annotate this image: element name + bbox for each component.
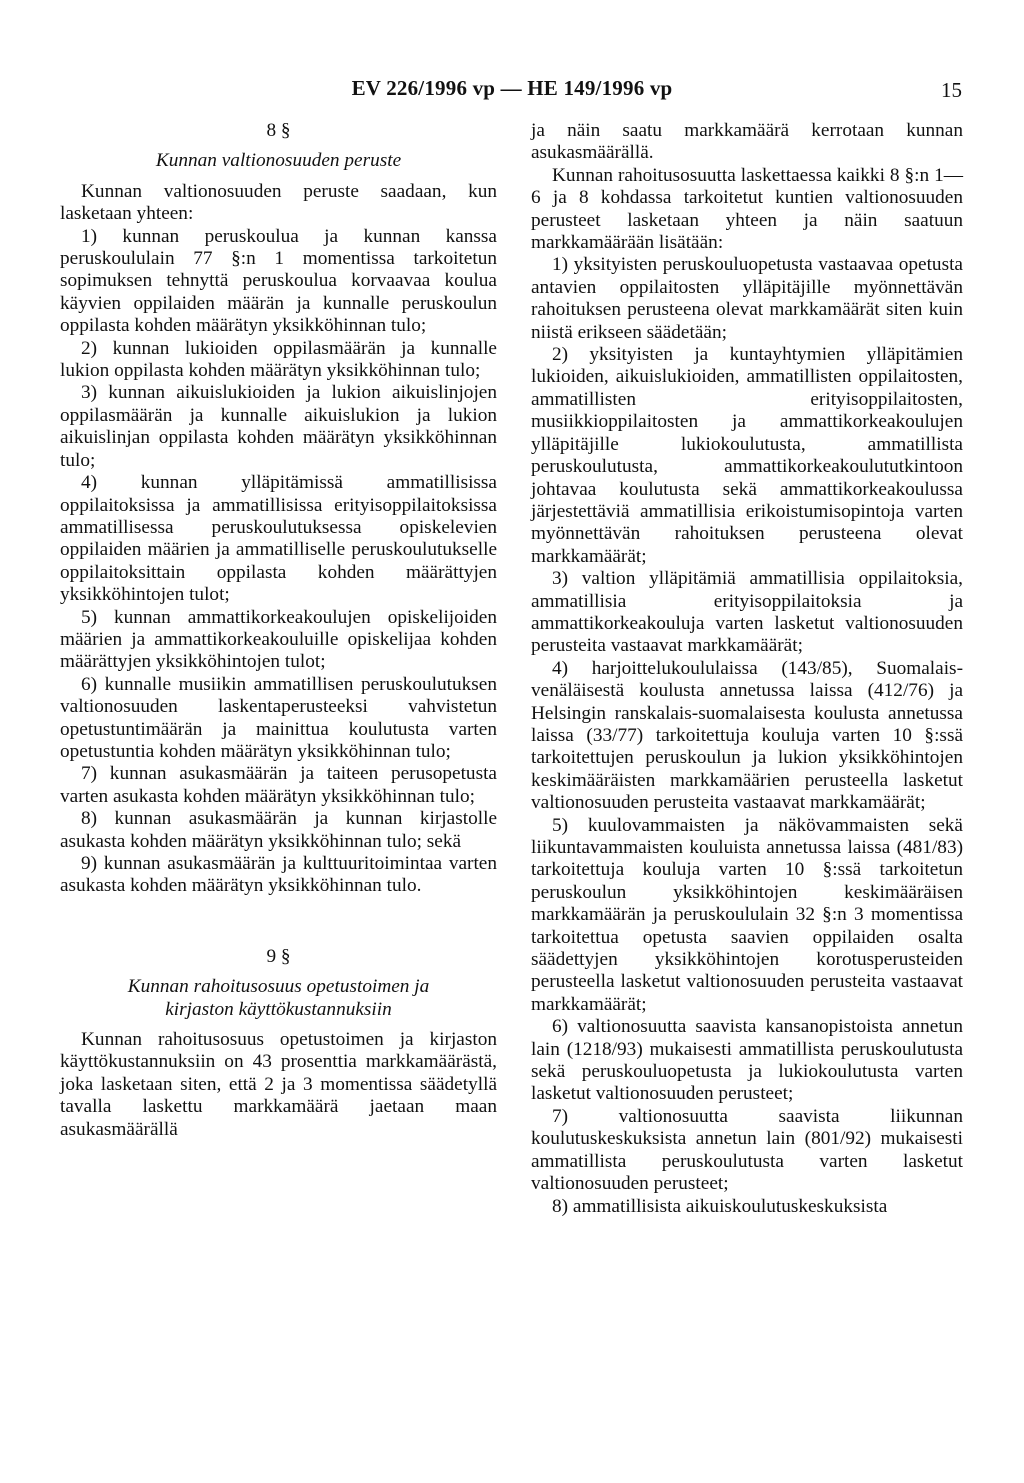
section-9-title (60, 976, 497, 1021)
right-item: 7) valtionosuutta saavista liikunnan koulutuskeskuksista annetun lain (801/92) mukaisesti ammatillista peruskoulutusta varten lasketut valtionosuuden perusteet; (531, 1105, 963, 1195)
section-8-item: 6) kunnalle musiikin ammatillisen peruskoulutuksen valtionosuuden laskentaperusteeksi vahvistetun opetustuntimäärän ja mainittua koulutusta varten opetustuntia kohden määrätyn yksikköhinnan tulo; (60, 673, 497, 762)
right-column (531, 120, 963, 1218)
right-item: 1) yksityisten peruskouluopetusta vastaavaa opetusta antavien oppilaitosten ylläpitäjille myönnettävän rahoituksen perusteena olevat markkamäärät siten kuin niistä erikseen säädetään; (531, 254, 963, 343)
section-8-item: 1) kunnan peruskoulua ja kunnan kanssa peruskoululain 77 §:n 1 momentissa tarkoitetun sopimuksen tehnyttä peruskoulua korvaavaa koulua käyvien oppilaiden määrän ja kunnalle peruskoulun oppilasta kohden määrätyn yksikköhinnan tulo; (60, 225, 497, 337)
section-8-item: 8) kunnan asukasmäärän ja kunnan kirjastolle asukasta kohden määrätyn yksikköhinnan tulo; sekä (60, 808, 497, 852)
section-9-title-line1: Kunnan rahoitusosuus opetustoimen ja (127, 976, 430, 998)
right-item: 8) ammatillisista aikuiskoulutuskeskuksista (552, 1195, 888, 1217)
section-8-title: Kunnan valtionosuuden peruste (155, 150, 402, 172)
right-item: 3) valtion ylläpitämiä ammatillisia oppilaitoksia, ammatillisia erityisoppilaitoksia ja ammattikorkeakouluja varten lasketut valtionosuuden perusteita vastaavat markkamäärät; (531, 568, 963, 657)
right-intro: Kunnan rahoitusosuutta laskettaessa kaikki 8 §:n 1—6 ja 8 kohdassa tarkoitetut kuntien valtionosuuden perusteet lasketaan yhteen ja näin saatuun markkamäärään lisätään: (531, 164, 963, 254)
left-column (60, 120, 497, 1141)
section-8-intro: Kunnan valtionosuuden peruste saadaan, kun lasketaan yhteen: (60, 180, 497, 225)
section-8-item: 3) kunnan aikuislukioiden ja lukion aikuislinjojen oppilasmäärän ja kunnalle aikuislukion ja lukion aikuislinjan oppilasta kohden määrätyn yksikköhinnan tulo; (60, 382, 497, 471)
section-9-text: Kunnan rahoitusosuus opetustoimen ja kirjaston käyttökustannuksiin on 43 prosenttia markkamäärästä, joka lasketaan siten, että 2 ja 3 momentissa säädetyllä tavalla laskettu markkamäärä jaetaan maan asukasmäärällä (60, 1029, 497, 1140)
right-item: 5) kuulovammaisten ja näkövammaisten sekä liikuntavammaisten kouluista annetussa laissa (481/83) tarkoitettuja kouluja varten 10 §:ssä tarkoitetun peruskoulun yksikköhintojen keskimääräisen markkamäärän ja peruskoululain 32 §:n 3 momentissa tarkoitettua opetusta saavien oppilaiden osalta säädettyjen yksikköhintojen korotusperusteiden perusteella lasketut valtionosuuden perusteita vastaavat markkamäärät; (531, 814, 963, 1015)
continuation-text: ja näin saatu markkamäärä kerrotaan kunnan asukasmäärällä. (531, 120, 963, 164)
right-item: 4) harjoittelukoululaissa (143/85), Suomalais-venäläisestä koulusta annetussa laissa (412/76) ja Helsingin ranskalais-suomalaisesta koulusta annetussa laissa (33/77) tarkoitettuja kouluja varten 10 §:ssä tarkoitettujen peruskoulun ja lukion yksikköhintojen keskimääräisten markkamäärien perusteella lasketut valtionosuuden perusteita vastaavat markkamäärät; (531, 657, 963, 814)
section-9-title-line2: kirjaston käyttökustannuksiin (165, 998, 392, 1020)
page-header (0, 76, 1024, 106)
section-8-item: 2) kunnan lukioiden oppilasmäärän ja kunnalle lukion oppilasta kohden määrätyn yksikköhinnan tulo; (60, 337, 497, 382)
section-8-item: 7) kunnan asukasmäärän ja taiteen perusopetusta varten asukasta kohden määrätyn yksikköhinnan tulo; (60, 763, 497, 807)
section-8-item: 4) kunnan ylläpitämissä ammatillisissa oppilaitoksissa ja ammatillisissa erityisoppilaitoksissa ammatillisessa peruskoulutuksessa opiskelevien oppilaiden määrien ja ammatilliselle peruskoulutukselle oppilaitoksittain oppilasta kohden määrättyjen yksikköhintojen tulot; (60, 472, 497, 606)
section-8-item: 5) kunnan ammattikorkeakoulujen opiskelijoiden määrien ja ammattikorkeakouluille opiskelijaa kohden määrättyjen yksikköhintojen tulot; (60, 606, 497, 673)
section-8-number: 8 § (266, 120, 291, 141)
page-number: 15 (941, 78, 962, 102)
document-reference: EV 226/1996 vp — HE 149/1996 vp (351, 76, 673, 100)
right-item: 2) yksityisten ja kuntayhtymien ylläpitämien lukioiden, aikuislukioiden, ammatillisten oppilaitosten, ammatillisten erityisoppilaitosten, musiikkioppilaitosten ja ammattikorkeakoulujen ylläpitäjille lukiokoulutusta, ammatillista peruskoulutusta, ammattikorkeakoulututkintoon johtavaa koulutusta sekä ammattikorkeakoulussa järjestettäviä ammatillisia erikoistumisopintoja varten myönnettävän rahoituksen perusteena olevat markkamäärät; (531, 344, 963, 567)
right-item: 6) valtionosuutta saavista kansanopistoista annetun lain (1218/93) mukaisesti ammatillista peruskoulutusta sekä peruskouluopetusta ja lukiokoulutusta varten lasketut valtionosuuden perusteet; (531, 1016, 963, 1105)
section-8-item: 9) kunnan asukasmäärän ja kulttuuritoimintaa varten asukasta kohden määrätyn yksikköhinnan tulo. (60, 853, 497, 897)
section-9-number: 9 § (266, 945, 291, 967)
